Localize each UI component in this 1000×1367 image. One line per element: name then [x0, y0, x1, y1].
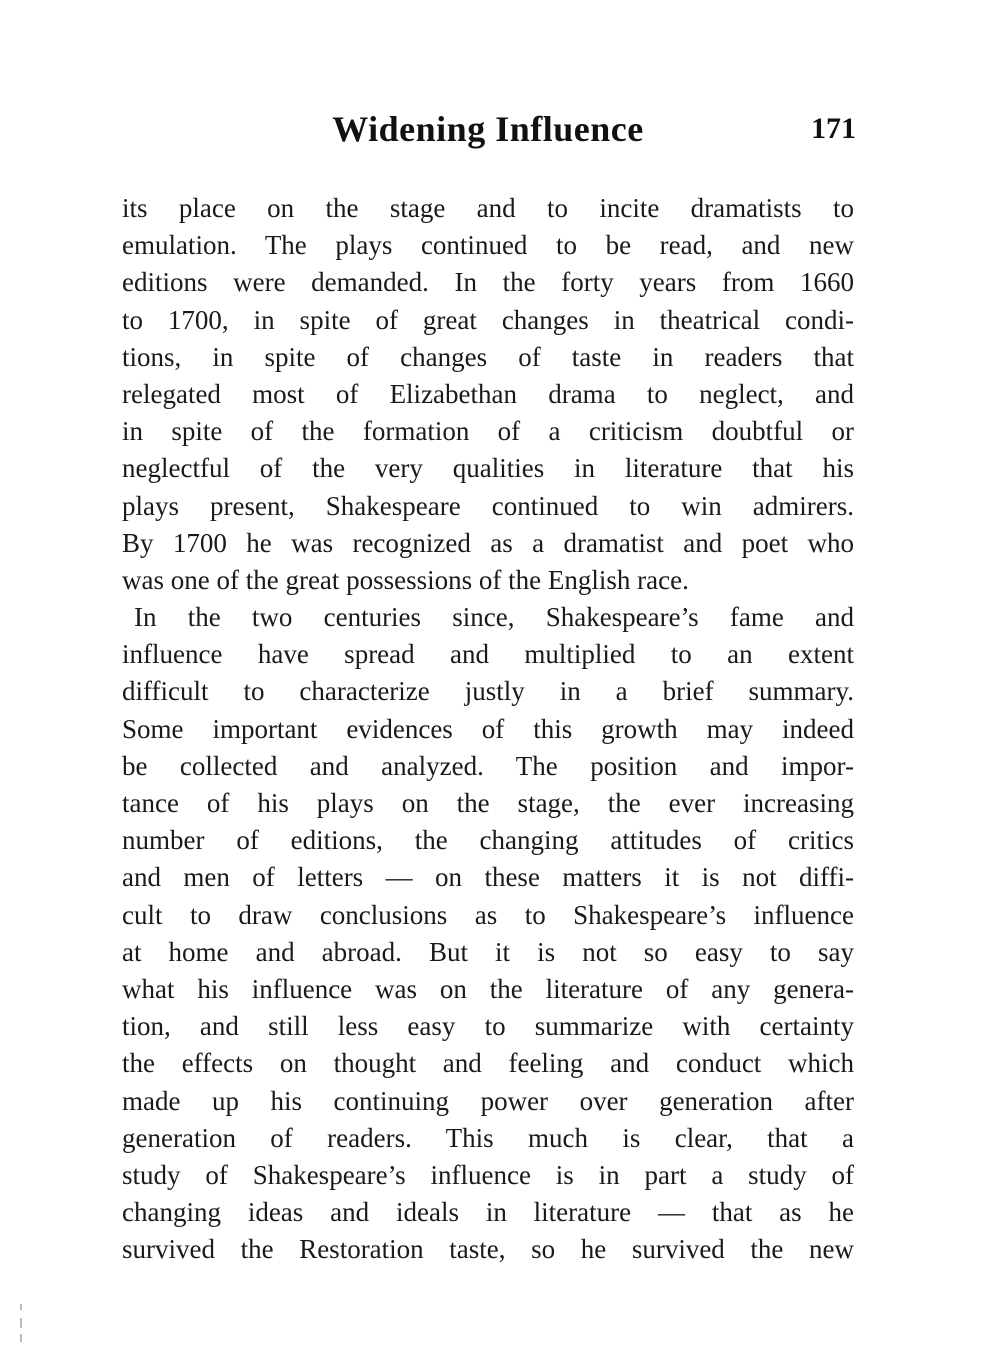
text-line: what his influence was on the literature of any genera-	[122, 973, 854, 1004]
running-head	[122, 108, 854, 158]
text-line: in spite of the formation of a criticism doubtful or	[122, 416, 854, 447]
page-number: 171	[811, 112, 856, 145]
running-title: Widening Influence	[332, 109, 644, 149]
text-line: changing ideas and ideals in literature — that as he	[122, 1197, 854, 1228]
text-line: was one of the great possessions of the English race.	[122, 564, 689, 595]
text-line: cult to draw conclusions as to Shakespeare’s influence	[122, 899, 854, 930]
text-line: neglectful of the very qualities in literature that his	[122, 453, 854, 484]
text-line: Some important evidences of this growth may indeed	[122, 713, 854, 744]
text-line: its place on the stage and to incite dramatists to	[122, 193, 854, 223]
text-line: editions were demanded. In the forty years from 1660	[122, 267, 854, 298]
scan-specks	[18, 1296, 24, 1346]
text-line: plays present, Shakespeare continued to win admirers.	[122, 490, 854, 521]
text-line: be collected and analyzed. The position and impor-	[122, 750, 854, 781]
body-text	[122, 190, 854, 1268]
paragraph-2	[122, 599, 854, 1268]
text-line: tance of his plays on the stage, the ever increasing	[122, 788, 854, 818]
text-line: study of Shakespeare’s influence is in part a study of	[122, 1159, 854, 1190]
text-line: In the two centuries since, Shakespeare’s fame and	[134, 602, 854, 633]
text-line: By 1700 he was recognized as a dramatist and poet who	[122, 527, 854, 558]
text-line: difficult to characterize justly in a brief summary.	[122, 676, 854, 707]
text-line: emulation. The plays continued to be read, and new	[122, 230, 854, 261]
text-line: and men of letters — on these matters it is not diffi-	[122, 862, 854, 893]
text-line: survived the Restoration taste, so he survived the new	[122, 1234, 854, 1265]
text-line: at home and abroad. But it is not so easy to say	[122, 936, 854, 967]
text-line: number of editions, the changing attitudes of critics	[122, 825, 854, 856]
paragraph-1	[122, 190, 854, 599]
text-line: to 1700, in spite of great changes in theatrical condi-	[122, 304, 854, 335]
text-line: generation of readers. This much is clear, that a	[122, 1122, 854, 1153]
text-line: tions, in spite of changes of taste in readers that	[122, 341, 854, 372]
text-line: tion, and still less easy to summarize with certainty	[122, 1011, 854, 1042]
text-line: relegated most of Elizabethan drama to neglect, and	[122, 378, 854, 409]
text-line: the effects on thought and feeling and conduct which	[122, 1048, 854, 1079]
text-line: made up his continuing power over generation after	[122, 1085, 854, 1116]
text-line: influence have spread and multiplied to an extent	[122, 639, 854, 670]
